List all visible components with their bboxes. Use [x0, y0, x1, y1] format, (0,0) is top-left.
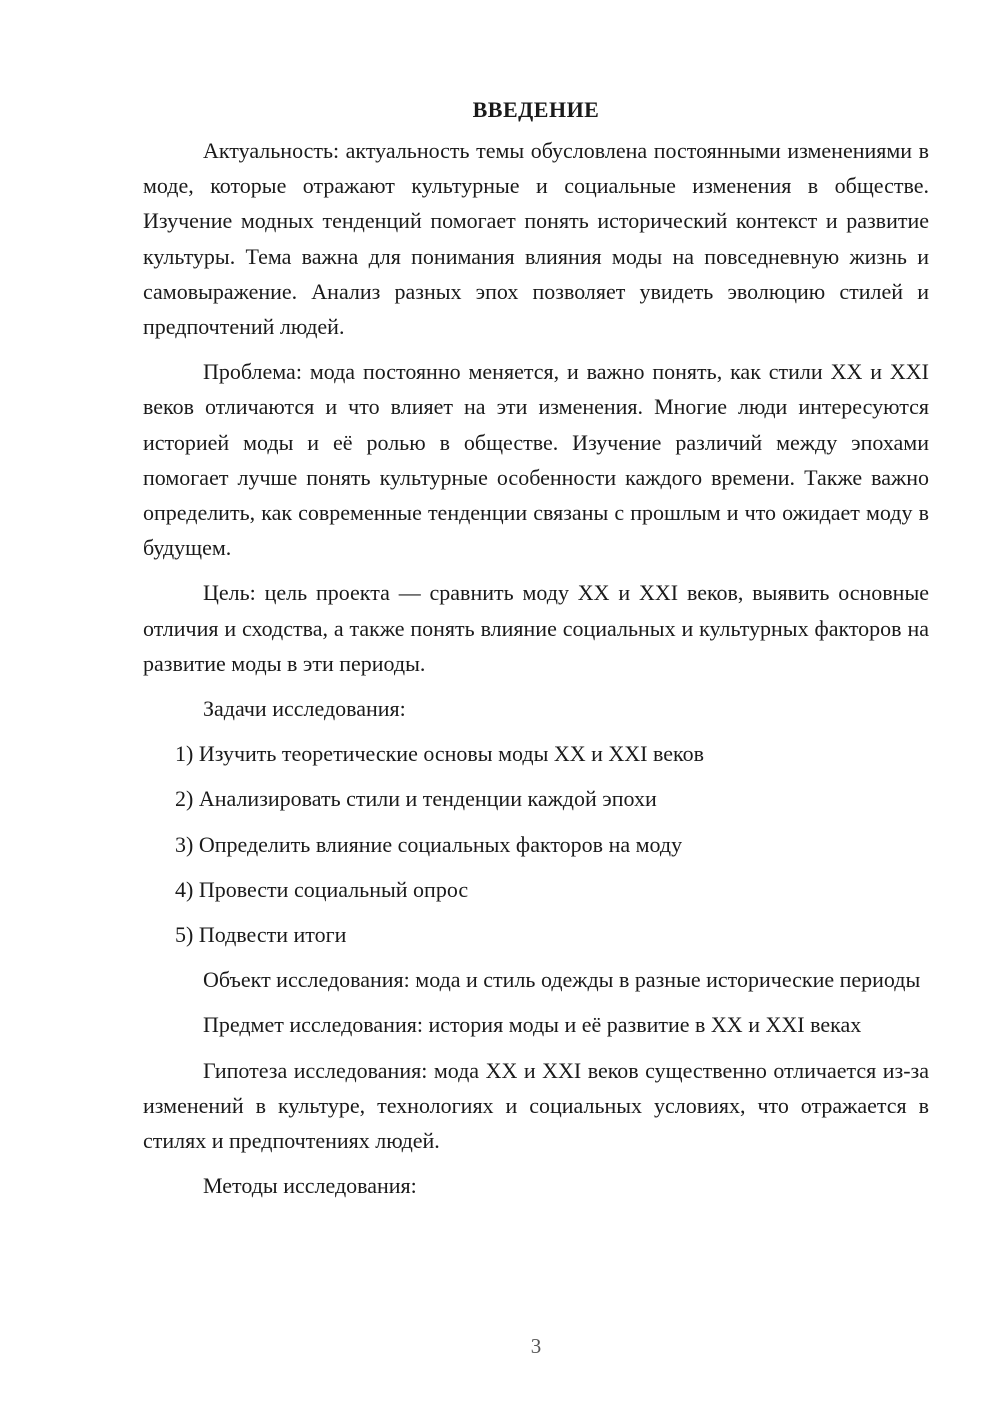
- paragraph-problem: Проблема: мода постоянно меняется, и важно понять, как стили XX и XXI веков отличаются и что влияет на эти изменения. Многие люди интересуются историей моды и её ролью в обществе. Изучение различий между эпохами помогает лучше понять культурные особенности каждого времени. Также важно определить, как современные тенденции связаны с прошлым и что ожидает моду в будущем.: [143, 359, 929, 561]
- paragraph-goal: Цель: цель проекта — сравнить моду XX и XXI веков, выявить основные отличия и сходства, а также понять влияние социальных и культурных факторов на развитие моды в эти периоды.: [143, 580, 929, 676]
- paragraph-hypothesis: Гипотеза исследования: мода XX и XXI веков существенно отличается из-за изменений в культуре, технологиях и социальных условиях, что отражается в стилях и предпочтениях людей.: [143, 1057, 929, 1154]
- paragraph-relevance: Актуальность: актуальность темы обусловлена постоянными изменениями в моде, которые отражают культурные и социальные изменения в обществе. Изучение модных тенденций помогает понять исторический контекст и развитие культуры. Тема важна для понимания влияния моды на повседневную жизнь и самовыражение. Анализ разных эпох позволяет увидеть эволюцию стилей и предпочтений людей.: [143, 138, 929, 340]
- list-item: 5) Подвести итоги: [175, 922, 347, 948]
- page-number: 3: [530, 1334, 542, 1358]
- paragraph-object: Объект исследования: мода и стиль одежды в разные исторические периоды: [203, 967, 921, 993]
- methods-heading: Методы исследования:: [203, 1173, 417, 1199]
- tasks-list: [143, 736, 929, 952]
- list-item: 2) Анализировать стили и тенденции каждой эпохи: [175, 786, 657, 812]
- document-page: [143, 95, 929, 1213]
- list-item: 4) Провести социальный опрос: [175, 876, 469, 902]
- tasks-heading: Задачи исследования:: [203, 696, 406, 722]
- list-item: 3) Определить влияние социальных факторов на моду: [175, 831, 683, 857]
- document-title: ВВЕДЕНИЕ: [472, 97, 600, 122]
- list-item: 1) Изучить теоретические основы моды XX и XXI веков: [175, 741, 704, 767]
- paragraph-subject: Предмет исследования: история моды и её развитие в XX и XXI веках: [203, 1012, 862, 1038]
